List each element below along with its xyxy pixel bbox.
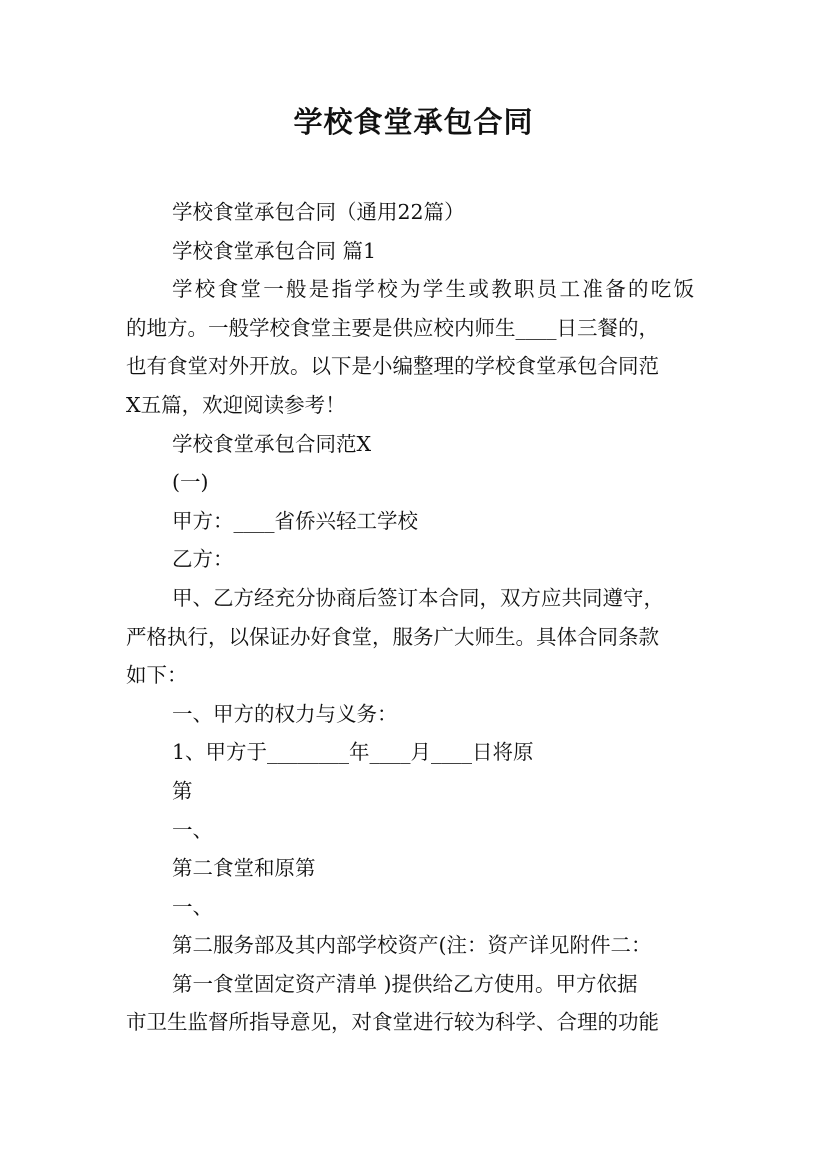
party-b-line: 乙方： [172,547,234,572]
document-body [126,193,706,1042]
paragraph-line: 的地方。一般学校食堂主要是供应校内师生____日三餐的， [126,315,659,340]
clause-line: 第二食堂和原第 [172,856,316,881]
clause-line: 1、甲方于________年____月____日将原 [172,740,534,765]
clause-line: 一、 [172,817,213,842]
paragraph-line: 甲、乙方经充分协商后签订本合同，双方应共同遵守， [172,585,664,610]
section-heading: 学校食堂承包合同 篇1 [172,238,377,263]
document-title: 学校食堂承包合同 [293,105,534,139]
paragraph-line: 如下： [126,663,188,688]
paragraph-line: 学校食堂一般是指学校为学生或教职员工准备的吃饭 [172,277,697,302]
paragraph-line: X五篇，欢迎阅读参考！ [126,392,346,417]
paragraph-line: 严格执行，以保证办好食堂，服务广大师生。具体合同条款 [126,624,659,649]
party-a-line: 甲方：____省侨兴轻工学校 [172,508,418,533]
contract-number: (一) [172,470,209,495]
subtitle-line: 学校食堂承包合同（通用22篇） [172,200,465,224]
paragraph-line: 也有食堂对外开放。以下是小编整理的学校食堂承包合同范 [126,354,659,379]
clause-line: 第 [172,778,193,803]
clause-line: 第二服务部及其内部学校资产(注：资产详见附件二： [172,933,652,958]
contract-heading: 学校食堂承包合同范X [172,431,372,456]
clause-line: 市卫生监督所指导意见，对食堂进行较为科学、合理的功能 [126,1010,659,1035]
clause-line: 一、 [172,894,213,919]
clause-heading: 一、甲方的权力与义务： [172,701,398,726]
clause-line: 第一食堂固定资产清单 )提供给乙方使用。甲方依据 [172,971,638,996]
